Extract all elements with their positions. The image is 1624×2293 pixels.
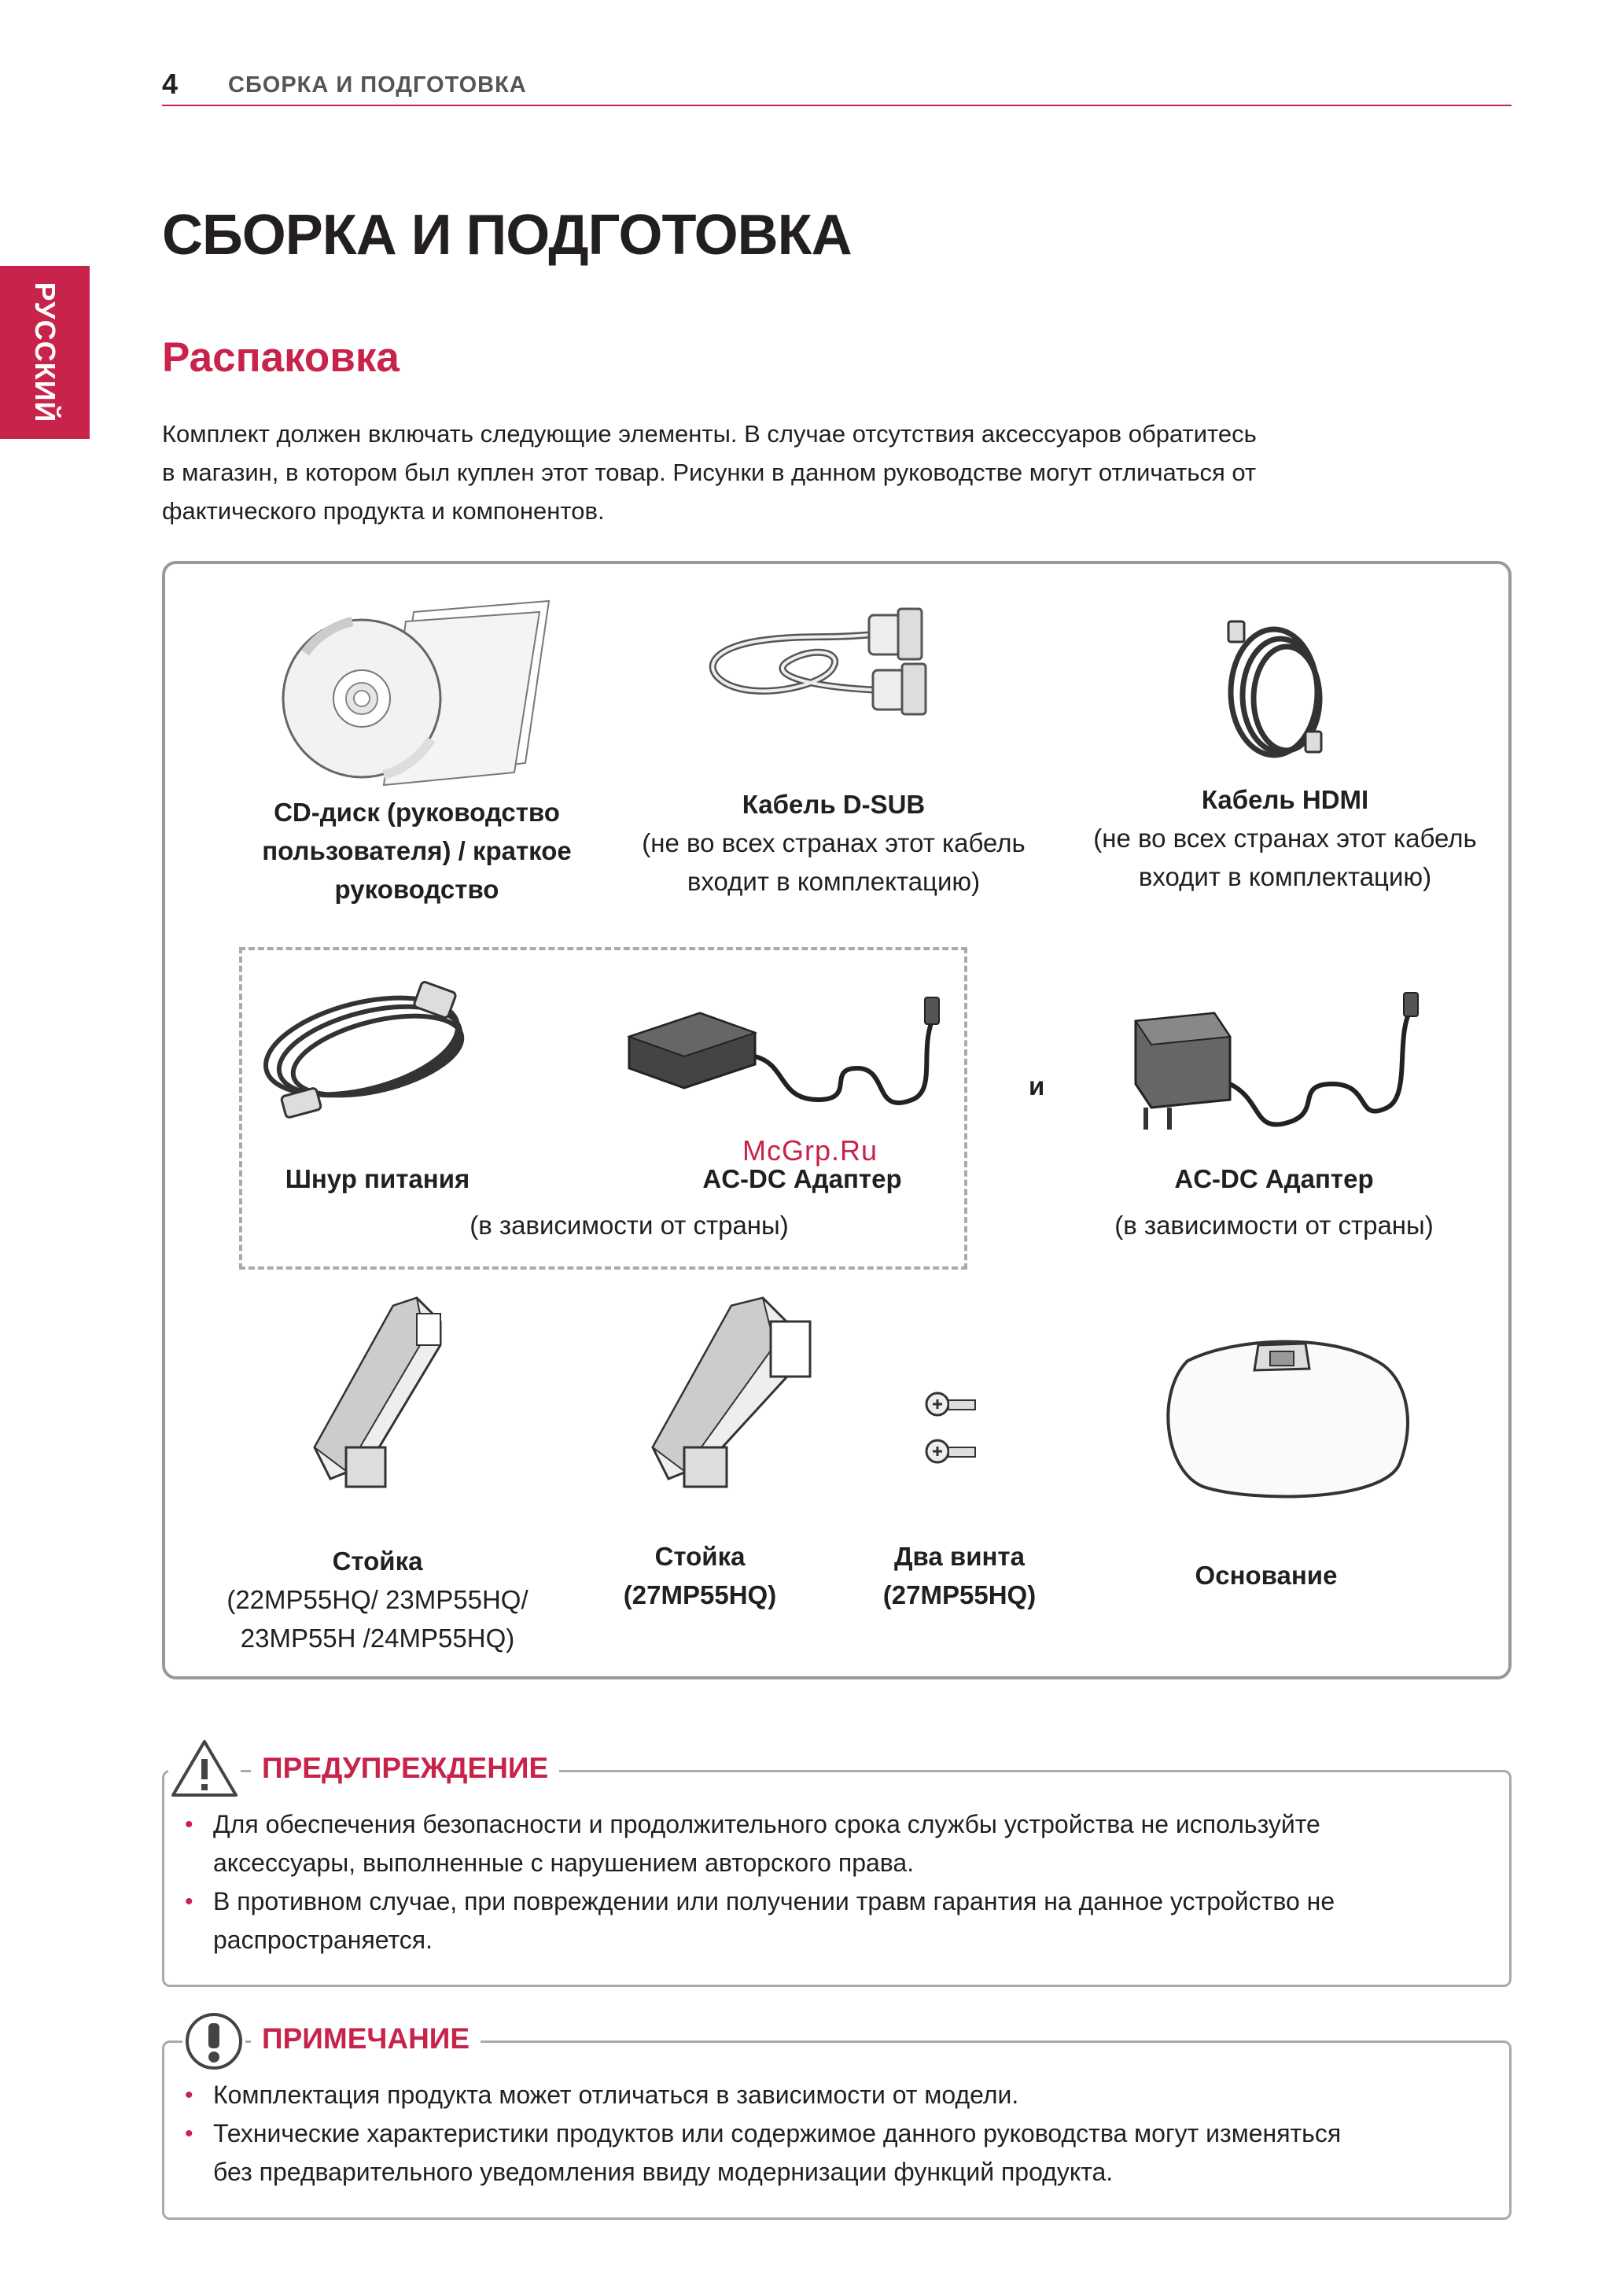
intro-line: фактического продукта и компонентов.: [162, 497, 605, 525]
stand-b-name: Стойка: [654, 1542, 746, 1571]
running-header: СБОРКА И ПОДГОТОВКА: [228, 72, 527, 98]
adapter-b-note: [1054, 1206, 1494, 1244]
adapter-b-name: AC-DC Адаптер: [1174, 1164, 1374, 1193]
language-tab: [0, 266, 90, 439]
stand-b-model: (27MP55HQ): [623, 1580, 777, 1609]
note-list: [202, 2076, 1486, 2192]
hdmi-label: [1073, 780, 1497, 896]
warning-item: [202, 1805, 1486, 1882]
dsub-cable-illustration: [692, 592, 959, 733]
warning-item-line: аксессуары, выполненные с нарушением авторского права.: [213, 1849, 915, 1877]
stand-b-label: [582, 1537, 818, 1614]
hdmi-label-note: входит в комплектацию): [1138, 862, 1432, 891]
base-illustration: [1156, 1329, 1416, 1518]
note-item-line: без предварительного уведомления ввиду модернизации функций продукта.: [213, 2158, 1114, 2186]
note-item: [202, 2114, 1486, 2192]
dsub-label: [621, 785, 1046, 901]
adapter-b-label: [1093, 1159, 1455, 1198]
screws-illustration: [922, 1384, 985, 1479]
and-connector: и: [1029, 1071, 1045, 1100]
screws-name: Два винта: [894, 1542, 1025, 1571]
adapter-a-note: [393, 1206, 865, 1244]
warning-title: ПРЕДУПРЕЖДЕНИЕ: [251, 1752, 559, 1785]
adapter-b-illustration: [1120, 990, 1434, 1147]
dsub-label-note: входит в комплектацию): [687, 867, 981, 896]
warning-icon-backdrop: [168, 1737, 241, 1800]
exclamation-circle-icon: [182, 2011, 245, 2072]
warning-callout: [162, 1752, 1512, 1987]
stand-a-name: Стойка: [332, 1546, 423, 1576]
hdmi-label-note: (не во всех странах этот кабель: [1093, 824, 1477, 853]
power-cord-label: [267, 1159, 488, 1198]
warning-item-line: Для обеспечения безопасности и продолжительного срока службы устройства не используйте: [213, 1810, 1320, 1838]
stand-a-models: (22MP55HQ/ 23MP55HQ/: [226, 1585, 528, 1614]
note-title: ПРИМЕЧАНИЕ: [251, 2022, 481, 2055]
base-label: [1132, 1556, 1400, 1594]
intro-line: в магазин, в котором был куплен этот товар. Рисунки в данном руководстве могут отличаться от: [162, 459, 1257, 486]
adapter-a-illustration: [621, 990, 959, 1131]
note-icon-backdrop: [182, 2011, 245, 2072]
dsub-label-note: (не во всех странах этот кабель: [642, 828, 1026, 857]
power-cord-name: Шнур питания: [285, 1164, 470, 1193]
intro-line: Комплект должен включать следующие элементы. В случае отсутствия аксессуаров обратитесь: [162, 420, 1257, 448]
stand-a-illustration: [299, 1290, 472, 1502]
header-divider: [162, 105, 1512, 106]
page-title: СБОРКА И ПОДГОТОВКА: [162, 204, 852, 267]
power-cord-illustration: [252, 975, 503, 1125]
note-item-line: Технические характеристики продуктов или содержимое данного руководства могут изменяться: [213, 2119, 1342, 2147]
cd-label-line: руководство: [334, 875, 499, 904]
hdmi-cable-illustration: [1211, 614, 1353, 771]
cd-label-line: CD-диск (руководство: [274, 798, 560, 827]
adapter-a-note-text: (в зависимости от страны): [470, 1211, 789, 1240]
watermark: McGrp.Ru: [742, 1134, 878, 1167]
adapter-a-name: AC-DC Адаптер: [702, 1164, 902, 1193]
hdmi-label-name: Кабель HDMI: [1201, 785, 1369, 814]
page-number: 4: [162, 68, 179, 100]
note-item: [202, 2076, 1486, 2114]
screws-label: [841, 1537, 1077, 1614]
adapter-b-note-text: (в зависимости от страны): [1114, 1211, 1434, 1240]
base-name: Основание: [1195, 1561, 1338, 1590]
cd-label: [228, 793, 606, 909]
cd-manual-illustration: [274, 598, 557, 787]
warning-list: [202, 1805, 1486, 1959]
section-title: Распаковка: [162, 334, 400, 381]
stand-a-label: [189, 1542, 566, 1657]
warning-item-line: В противном случае, при повреждении или получении травм гарантия на данное устройство не: [213, 1887, 1335, 1915]
warning-triangle-icon: [168, 1737, 241, 1800]
language-tab-label: РУССКИЙ: [29, 282, 61, 423]
note-callout: [162, 2022, 1512, 2220]
warning-item: [202, 1882, 1486, 1959]
dsub-label-name: Кабель D-SUB: [742, 790, 926, 819]
intro-paragraph: [162, 415, 1452, 530]
stand-a-models: 23MP55H /24MP55HQ): [240, 1624, 515, 1653]
cd-label-line: пользователя) / краткое: [262, 836, 572, 865]
screws-model: (27MP55HQ): [882, 1580, 1037, 1609]
note-item-line: Комплектация продукта может отличаться в зависимости от модели.: [213, 2081, 1019, 2109]
warning-item-line: распространяется.: [213, 1926, 433, 1954]
stand-b-illustration: [637, 1290, 841, 1502]
